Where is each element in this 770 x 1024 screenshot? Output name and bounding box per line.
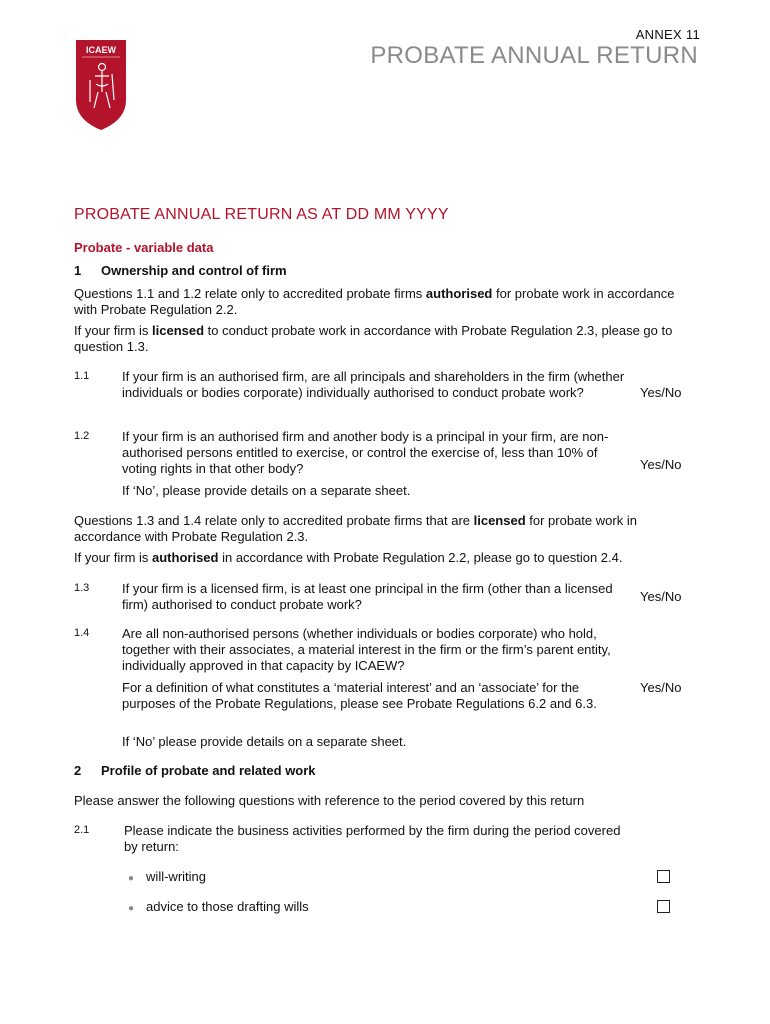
yes-no-answer: Yes/No xyxy=(640,589,682,604)
question-text: If your firm is a licensed firm, is at least one principal in the firm (other than a licensed firm) authorised to conduct probate work? xyxy=(122,581,613,612)
question-note: If ‘No’, please provide details on a separate sheet. xyxy=(122,483,411,498)
question-number: 1.3 xyxy=(74,582,90,594)
yes-no-answer: Yes/No xyxy=(640,680,682,695)
subheading: Probate - variable data xyxy=(74,240,214,255)
section-1-intro-2: If your firm is licensed to conduct probate work in accordance with Probate Regulation 2.3, please go to question 1.3. xyxy=(74,323,673,354)
svg-text:ICAEW: ICAEW xyxy=(86,45,116,55)
option-label: will-writing xyxy=(146,869,206,884)
question-note: If ‘No’ please provide details on a separate sheet. xyxy=(122,734,407,749)
question-number: 1.1 xyxy=(74,370,90,382)
list-item xyxy=(128,899,309,914)
return-heading: PROBATE ANNUAL RETURN AS AT DD MM YYYY xyxy=(74,206,449,223)
bullet-icon: ● xyxy=(128,873,135,884)
question-number: 1.4 xyxy=(74,627,90,639)
question-text: Please indicate the business activities performed by the firm during the period covered by return: xyxy=(124,823,621,854)
section-1-intro-4: If your firm is authorised in accordance with Probate Regulation 2.2, please go to question 2.4. xyxy=(74,550,623,565)
question-number: 1.2 xyxy=(74,430,90,442)
page-title: PROBATE ANNUAL RETURN xyxy=(370,42,698,69)
yes-no-answer: Yes/No xyxy=(640,457,682,472)
bullet-icon: ● xyxy=(128,903,135,914)
section-2-title: Profile of probate and related work xyxy=(101,763,316,778)
will-writing-checkbox[interactable] xyxy=(657,870,670,883)
option-label: advice to those drafting wills xyxy=(146,899,309,914)
annex-label: ANNEX 11 xyxy=(635,27,700,42)
question-number: 2.1 xyxy=(74,824,90,836)
yes-no-answer: Yes/No xyxy=(640,385,682,400)
question-text: If your firm is an authorised firm, are all principals and shareholders in the firm (whether individuals or bodies corporate) individually authorised to conduct probate work? xyxy=(122,369,625,400)
list-item xyxy=(128,869,206,884)
section-1-number: 1 xyxy=(74,263,82,278)
section-1-title: Ownership and control of firm xyxy=(101,263,287,278)
question-text: Are all non-authorised persons (whether individuals or bodies corporate) who hold, together with their associates, a material interest in the firm or the firm’s parent entity, individually approved in that capacity by ICAEW? xyxy=(122,626,611,673)
section-2-number: 2 xyxy=(74,763,82,778)
section-1-intro-3: Questions 1.3 and 1.4 relate only to accredited probate firms that are licensed for probate work in accordance with Probate Regulation 2.3. xyxy=(74,513,637,544)
icaew-logo xyxy=(76,40,126,130)
question-text: If your firm is an authorised firm and another body is a principal in your firm, are non-authorised persons entitled to exercise, or control the exercise of, less than 10% of voting rights in that other body? xyxy=(122,429,609,476)
question-definition: For a definition of what constitutes a ‘material interest’ and an ‘associate’ for the purposes of the Probate Regulations, please see Probate Regulations 6.2 and 6.3. xyxy=(122,680,597,711)
section-2-intro: Please answer the following questions with reference to the period covered by this return xyxy=(74,793,585,808)
section-1-intro-1: Questions 1.1 and 1.2 relate only to accredited probate firms authorised for probate work in accordance with Probate Regulation 2.2. xyxy=(74,286,675,317)
advice-drafting-wills-checkbox[interactable] xyxy=(657,900,670,913)
